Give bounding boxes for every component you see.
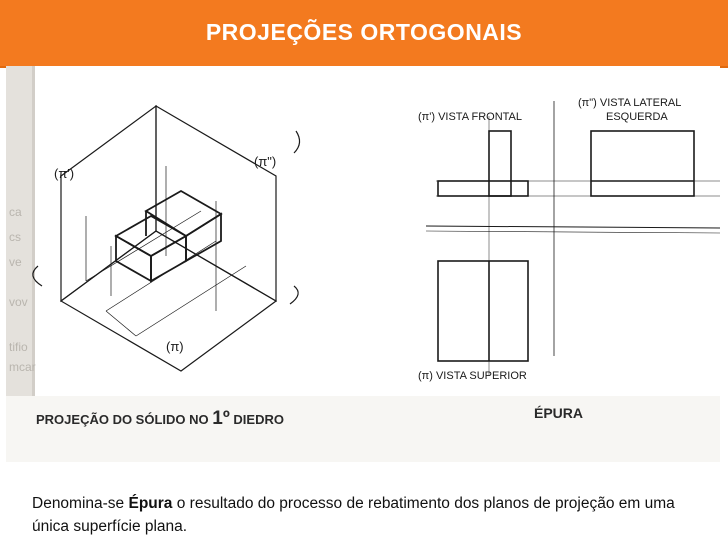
label-pi: (π) bbox=[166, 339, 184, 354]
caption-bold-term: Épura bbox=[128, 494, 173, 512]
label-vista-superior: (π) VISTA SUPERIOR bbox=[418, 370, 527, 382]
label-vista-lateral-2: ESQUERDA bbox=[606, 111, 668, 123]
svg-text:ve: ve bbox=[9, 255, 22, 269]
scanned-figure bbox=[6, 66, 720, 462]
title-bar bbox=[0, 0, 728, 68]
label-vista-frontal: (π') VISTA FRONTAL bbox=[418, 111, 523, 123]
label-vista-lateral-1: (π") VISTA LATERAL bbox=[578, 97, 682, 109]
label-projecao: PROJEÇÃO DO SÓLIDO NO 1º DIEDRO bbox=[36, 408, 284, 429]
label-pi-prime: (π') bbox=[54, 166, 75, 181]
svg-text:tifio: tifio bbox=[9, 340, 28, 354]
caption: Denomina-se Épura o resultado do processo de rebatimento dos planos de projeção em uma única superfície plana. bbox=[32, 494, 675, 535]
label-pi-double-prime: (π") bbox=[254, 154, 277, 169]
svg-text:ca: ca bbox=[9, 205, 22, 219]
label-epura: ÉPURA bbox=[534, 405, 584, 421]
svg-text:vov: vov bbox=[9, 295, 28, 309]
slide-title: PROJEÇÕES ORTOGONAIS bbox=[205, 19, 523, 45]
svg-text:mcar: mcar bbox=[9, 360, 36, 374]
svg-text:cs: cs bbox=[9, 230, 21, 244]
